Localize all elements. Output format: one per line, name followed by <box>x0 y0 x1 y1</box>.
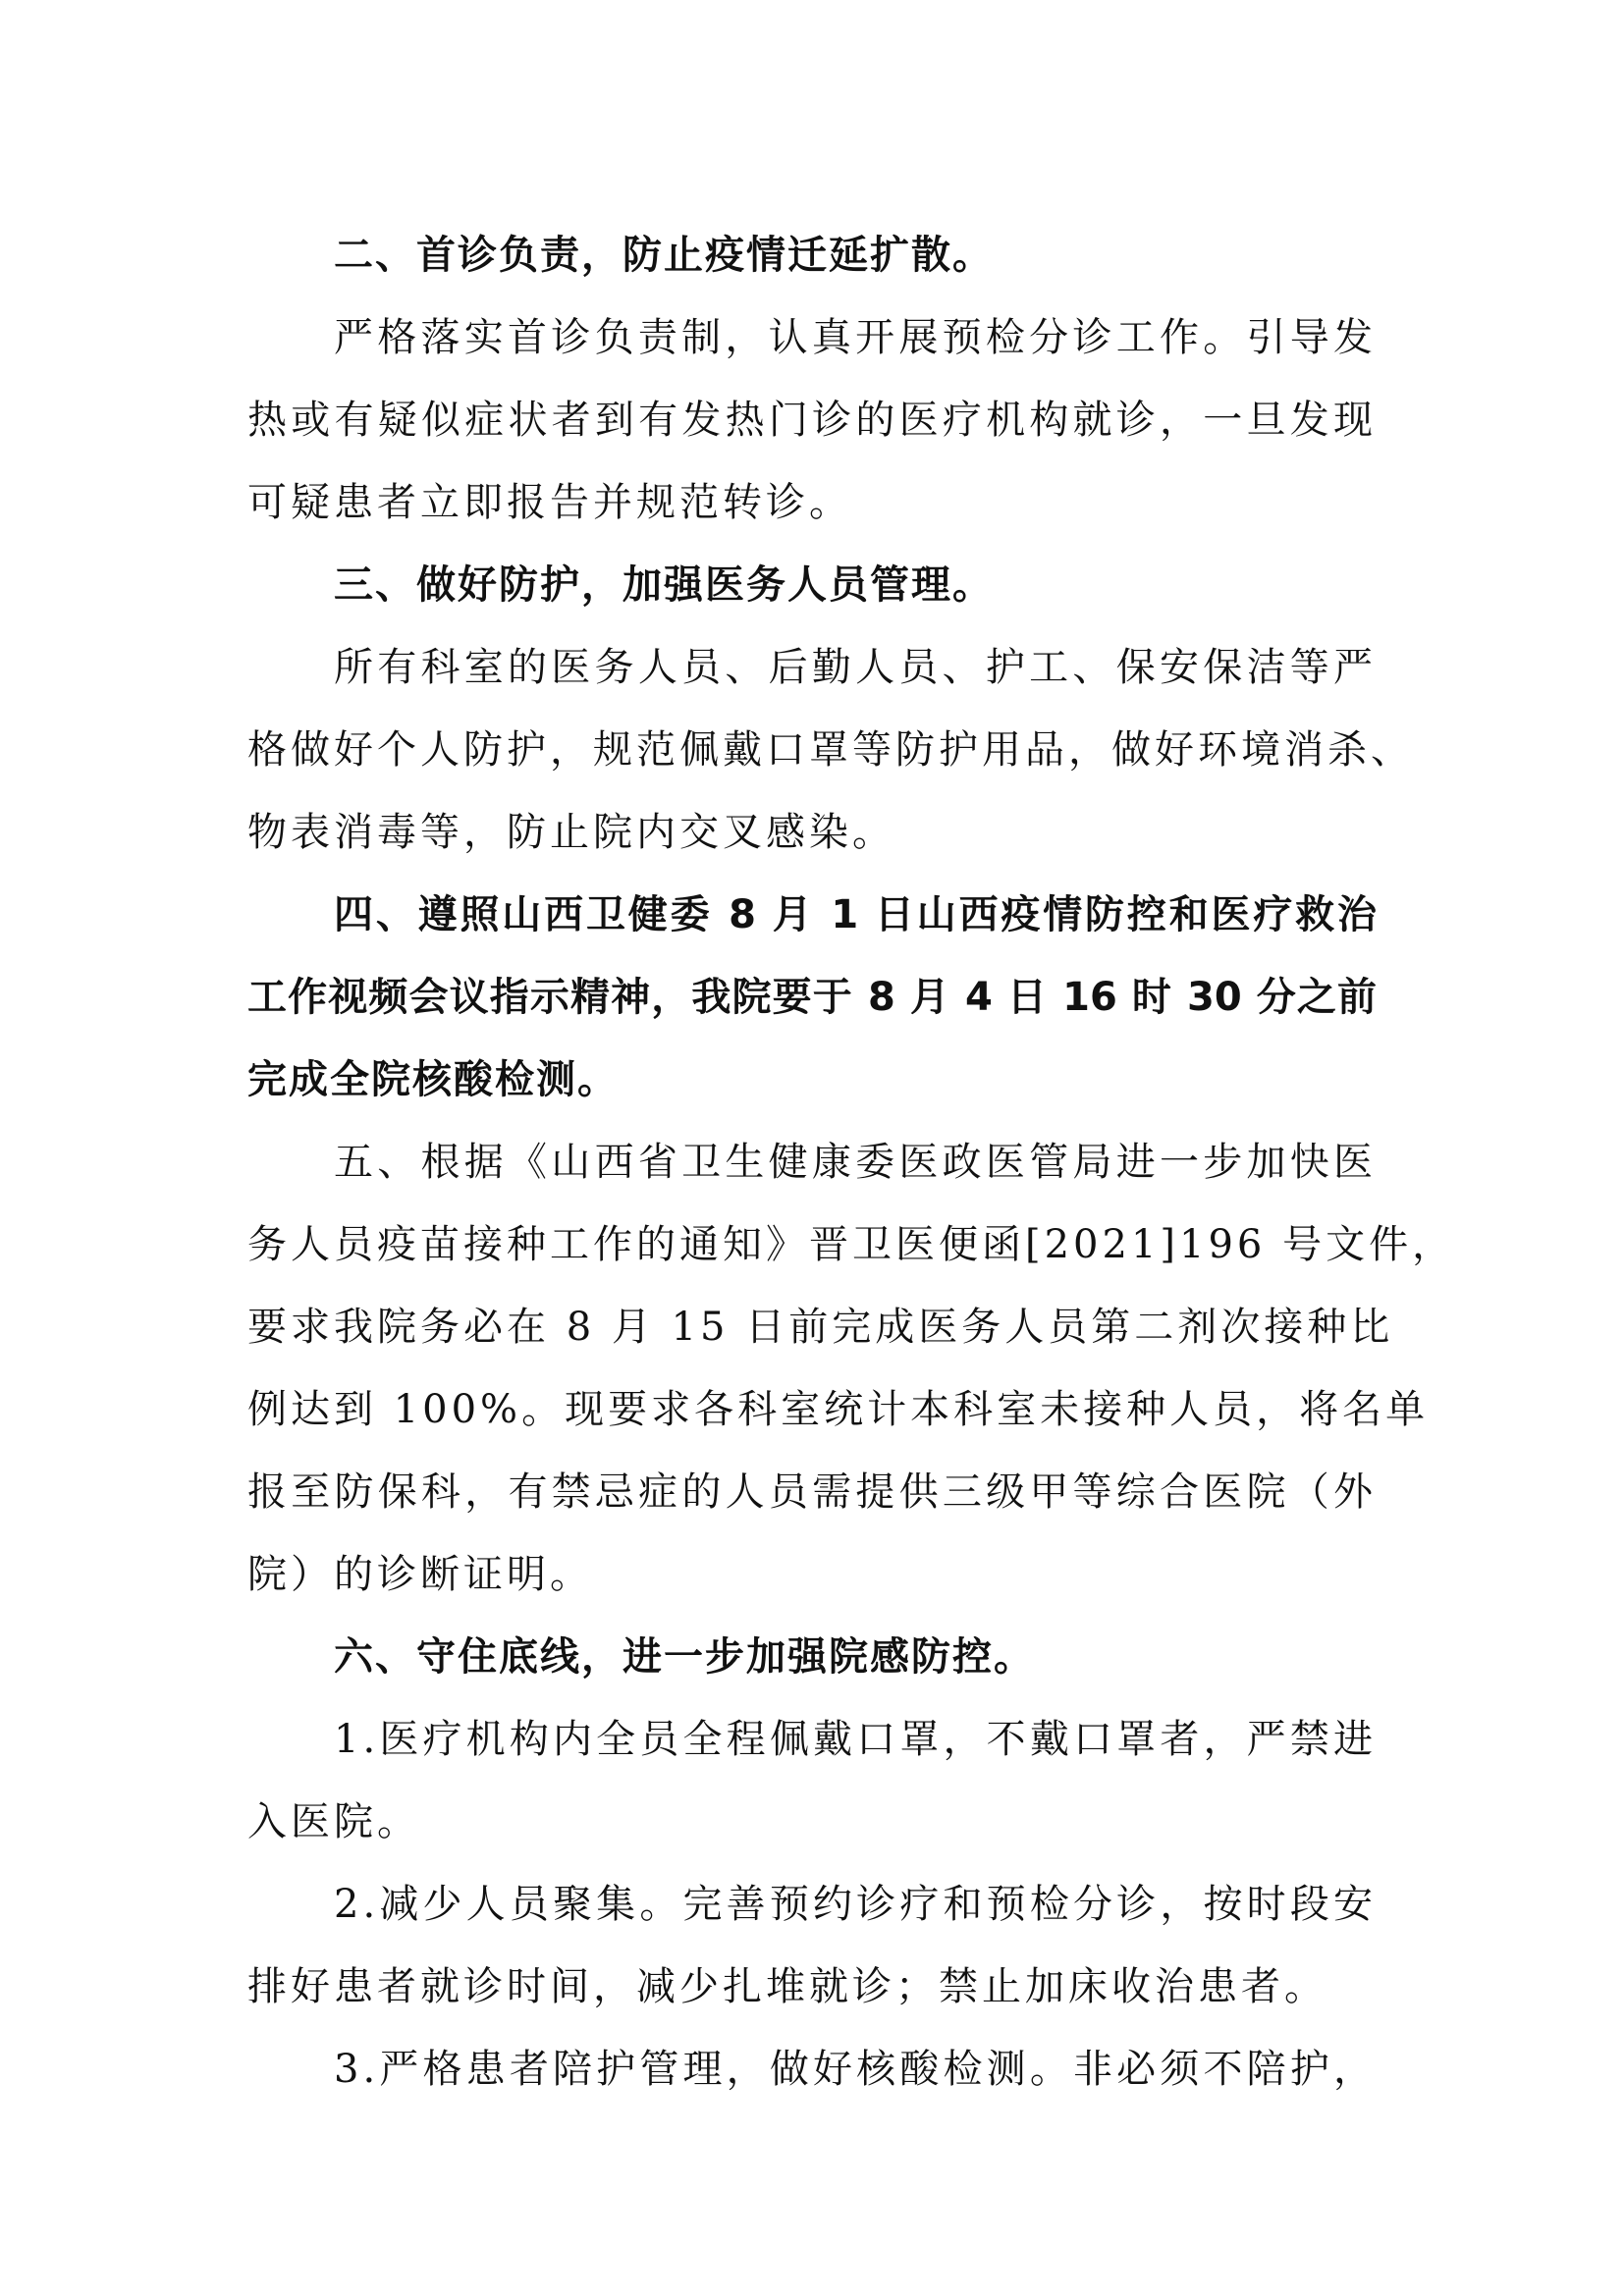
section-heading: 工作视频会议指示精神，我院要于 8 月 4 日 16 时 30 分之前 <box>247 975 1377 1020</box>
paragraph-line: 要求我院务必在 8 月 15 日前完成医务人员第二剂次接种比 <box>247 1305 1394 1350</box>
paragraph-line: 物表消毒等，防止院内交叉感染。 <box>247 810 895 855</box>
list-item-line: 2.减少人员聚集。完善预约诊疗和预检分诊，按时段安 <box>334 1882 1377 1927</box>
paragraph-line: 五、根据《山西省卫生健康委医政医管局进一步加快医 <box>334 1140 1377 1185</box>
list-item-line: 3.严格患者陪护管理，做好核酸检测。非必须不陪护， <box>334 2047 1377 2092</box>
paragraph-line: 热或有疑似症状者到有发热门诊的医疗机构就诊，一旦发现 <box>247 398 1377 443</box>
section-heading: 三、做好防护，加强医务人员管理。 <box>334 562 994 608</box>
paragraph-line: 报至防保科，有禁忌症的人员需提供三级甲等综合医院（外 <box>247 1469 1377 1515</box>
paragraph-line: 严格落实首诊负责制，认真开展预检分诊工作。引导发 <box>334 315 1377 360</box>
list-item-line: 排好患者就诊时间，减少扎堆就诊；禁止加床收治患者。 <box>247 1964 1327 2009</box>
section-heading: 二、首诊负责，防止疫情迁延扩散。 <box>334 233 994 278</box>
paragraph-line: 格做好个人防护，规范佩戴口罩等防护用品，做好环境消杀、 <box>247 727 1414 773</box>
list-item-line: 1.医疗机构内全员全程佩戴口罩，不戴口罩者，严禁进 <box>334 1717 1377 1762</box>
paragraph-line: 所有科室的医务人员、后勤人员、护工、保安保洁等严 <box>334 645 1377 690</box>
paragraph-line: 院）的诊断证明。 <box>247 1552 593 1597</box>
paragraph-line: 可疑患者立即报告并规范转诊。 <box>247 480 852 525</box>
paragraph-line: 例达到 100%。现要求各科室统计本科室未接种人员，将名单 <box>247 1387 1430 1432</box>
section-heading: 完成全院核酸检测。 <box>247 1057 619 1102</box>
list-item-line: 入医院。 <box>247 1799 420 1844</box>
section-heading: 四、遵照山西卫健委 8 月 1 日山西疫情防控和医疗救治 <box>334 892 1377 937</box>
document-body <box>247 214 1456 2110</box>
section-heading: 六、守住底线，进一步加强院感防控。 <box>334 1634 1035 1680</box>
paragraph-line: 务人员疫苗接种工作的通知》晋卫医便函[2021]196 号文件， <box>247 1222 1456 1267</box>
